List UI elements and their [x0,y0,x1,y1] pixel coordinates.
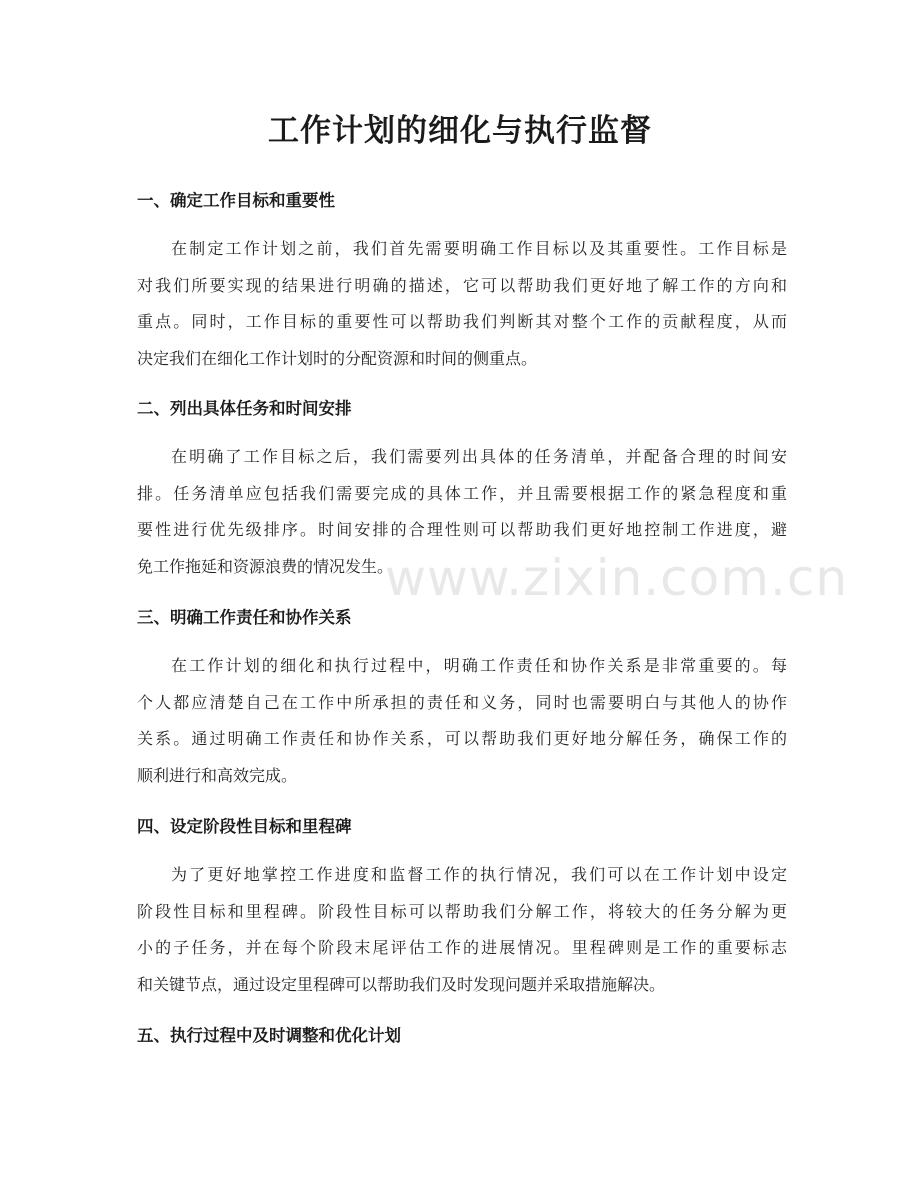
paragraph-line: 阶段性目标和里程碑。阶段性目标可以帮助我们分解工作，将较大的任务分解为更 [137,901,787,921]
section-body-goals [137,231,787,377]
paragraph-line: 为了更好地掌控工作进度和监督工作的执行情况，我们可以在工作计划中设定 [171,865,787,884]
paragraph-line: 小的子任务，并在每个阶段末尾评估工作的进展情况。里程碑则是工作的重要标志 [137,938,787,958]
paragraph-line: 顺利进行和高效完成。 [137,765,298,785]
paragraph-line: 在制定工作计划之前，我们首先需要明确工作目标以及其重要性。工作目标是 [171,239,787,258]
section-heading-responsibility: 三、明确工作责任和协作关系 [137,608,352,627]
paragraph-line: 和关键节点，通过设定里程碑可以帮助我们及时发现问题并采取措施解决。 [137,974,666,994]
watermark: www.zixin.com.cn [385,549,849,607]
section-body-responsibility [137,648,787,794]
document-title: 工作计划的细化与执行监督 [268,113,652,149]
section-body-tasks [137,439,787,585]
paragraph-line: 要性进行优先级排序。时间安排的合理性则可以帮助我们更好地控制工作进度，避 [137,520,787,540]
paragraph-line: 决定我们在细化工作计划时的分配资源和时间的侧重点。 [137,348,538,368]
section-heading-adjustment: 五、执行过程中及时调整和优化计划 [137,1026,401,1045]
paragraph-line: 在明确了工作目标之后，我们需要列出具体的任务清单，并配备合理的时间安 [171,447,787,466]
section-body-milestones [137,857,787,1003]
paragraph-line: 免工作拖延和资源浪费的情况发生。 [137,556,394,576]
section-heading-milestones: 四、设定阶段性目标和里程碑 [137,817,352,836]
section-heading-tasks: 二、列出具体任务和时间安排 [137,399,352,418]
paragraph-line: 关系。通过明确工作责任和协作关系，可以帮助我们更好地分解任务，确保工作的 [137,729,787,749]
paragraph-line: 对我们所要实现的结果进行明确的描述，它可以帮助我们更好地了解工作的方向和 [137,275,787,295]
paragraph-line: 重点。同时，工作目标的重要性可以帮助我们判断其对整个工作的贡献程度，从而 [137,312,787,332]
paragraph-line: 个人都应清楚自己在工作中所承担的责任和义务，同时也需要明白与其他人的协作 [137,692,787,712]
paragraph-line: 排。任务清单应包括我们需要完成的具体工作，并且需要根据工作的紧急程度和重 [137,483,787,503]
paragraph-line: 在工作计划的细化和执行过程中，明确工作责任和协作关系是非常重要的。每 [171,656,787,675]
section-heading-goals: 一、确定工作目标和重要性 [137,191,335,210]
